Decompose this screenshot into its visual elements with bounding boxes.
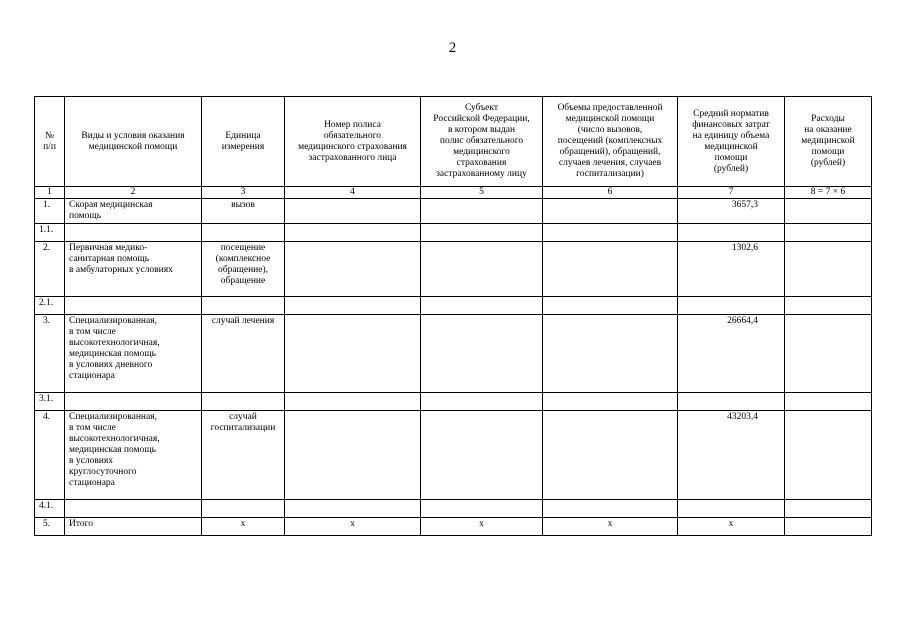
row-number: 1. xyxy=(35,199,65,224)
header-cell: Расходы на оказание медицинской помощи (рублей) xyxy=(785,97,872,187)
policy-number xyxy=(285,242,421,297)
header-cell: Виды и условия оказания медицинской помощи xyxy=(65,97,202,187)
row-number: 1.1. xyxy=(35,224,65,242)
row-number: 4. xyxy=(35,411,65,500)
avg-norm xyxy=(678,224,785,242)
care-type xyxy=(65,224,202,242)
avg-norm xyxy=(678,500,785,518)
page-number: 2 xyxy=(448,40,457,56)
policy-number xyxy=(285,500,421,518)
volume xyxy=(543,224,678,242)
table-row xyxy=(35,242,872,297)
volume: x xyxy=(543,518,678,536)
region: x xyxy=(421,518,543,536)
region xyxy=(421,500,543,518)
column-number-row xyxy=(35,187,872,199)
policy-number xyxy=(285,315,421,393)
row-number: 2. xyxy=(35,242,65,297)
expenses xyxy=(785,500,872,518)
column-number: 6 xyxy=(543,187,678,199)
header-cell: Единица измерения xyxy=(202,97,285,187)
table-row xyxy=(35,297,872,315)
expenses xyxy=(785,411,872,500)
header-row xyxy=(35,97,872,187)
region xyxy=(421,297,543,315)
expenses xyxy=(785,242,872,297)
table-row xyxy=(35,224,872,242)
unit xyxy=(202,393,285,411)
policy-number xyxy=(285,224,421,242)
policy-number xyxy=(285,393,421,411)
column-number: 2 xyxy=(65,187,202,199)
unit: случай лечения xyxy=(202,315,285,393)
unit: x xyxy=(202,518,285,536)
unit: случай госпитализации xyxy=(202,411,285,500)
care-type: Итого xyxy=(65,518,202,536)
row-number: 3. xyxy=(35,315,65,393)
avg-norm: 26664,4 xyxy=(678,315,785,393)
header-cell: Средний норматив финансовых затрат на единицу объема медицинской помощи (рублей) xyxy=(678,97,785,187)
expenses xyxy=(785,315,872,393)
unit xyxy=(202,297,285,315)
unit: вызов xyxy=(202,199,285,224)
avg-norm xyxy=(678,297,785,315)
header-cell: Объемы предоставленной медицинской помощи (число вызовов, посещений (комплексных обращений), обращений, случаев лечения, случаев госпитализации) xyxy=(543,97,678,187)
region xyxy=(421,315,543,393)
column-number: 7 xyxy=(678,187,785,199)
policy-number xyxy=(285,297,421,315)
policy-number xyxy=(285,199,421,224)
row-number: 5. xyxy=(35,518,65,536)
unit xyxy=(202,224,285,242)
volume xyxy=(543,199,678,224)
care-type xyxy=(65,297,202,315)
expenses xyxy=(785,224,872,242)
total-row xyxy=(35,518,872,536)
table-row xyxy=(35,500,872,518)
region xyxy=(421,393,543,411)
header-cell: № п/п xyxy=(35,97,65,187)
volume xyxy=(543,315,678,393)
row-number: 4.1. xyxy=(35,500,65,518)
region xyxy=(421,199,543,224)
volume xyxy=(543,411,678,500)
table-row xyxy=(35,393,872,411)
table-row xyxy=(35,315,872,393)
expenses-table xyxy=(34,96,872,536)
avg-norm: x xyxy=(678,518,785,536)
region xyxy=(421,224,543,242)
care-type: Первичная медико- санитарная помощь в амбулаторных условиях xyxy=(65,242,202,297)
expenses xyxy=(785,518,872,536)
avg-norm: 1302,6 xyxy=(678,242,785,297)
column-number: 3 xyxy=(202,187,285,199)
column-number: 8 = 7 × 6 xyxy=(785,187,872,199)
care-type: Специализированная, в том числе высокотехнологичная, медицинская помощь в условиях круглосуточного стационара xyxy=(65,411,202,500)
column-number: 4 xyxy=(285,187,421,199)
expenses xyxy=(785,393,872,411)
volume xyxy=(543,500,678,518)
policy-number: x xyxy=(285,518,421,536)
row-number: 2.1. xyxy=(35,297,65,315)
unit: посещение (комплексное обращение), обращение xyxy=(202,242,285,297)
column-number: 5 xyxy=(421,187,543,199)
header-cell: Субъект Российской Федерации, в котором выдан полис обязательного медицинского страхования застрахованному лицу xyxy=(421,97,543,187)
column-number: 1 xyxy=(35,187,65,199)
expenses xyxy=(785,199,872,224)
volume xyxy=(543,297,678,315)
care-type xyxy=(65,500,202,518)
header-cell: Номер полиса обязательного медицинского страхования застрахованного лица xyxy=(285,97,421,187)
care-type xyxy=(65,393,202,411)
row-number: 3.1. xyxy=(35,393,65,411)
unit xyxy=(202,500,285,518)
volume xyxy=(543,393,678,411)
avg-norm xyxy=(678,393,785,411)
avg-norm: 43203,4 xyxy=(678,411,785,500)
volume xyxy=(543,242,678,297)
care-type: Специализированная, в том числе высокотехнологичная, медицинская помощь в условиях дневного стационара xyxy=(65,315,202,393)
table-row xyxy=(35,411,872,500)
region xyxy=(421,411,543,500)
avg-norm: 3657,3 xyxy=(678,199,785,224)
care-type: Скорая медицинская помощь xyxy=(65,199,202,224)
region xyxy=(421,242,543,297)
table-row xyxy=(35,199,872,224)
expenses xyxy=(785,297,872,315)
policy-number xyxy=(285,411,421,500)
